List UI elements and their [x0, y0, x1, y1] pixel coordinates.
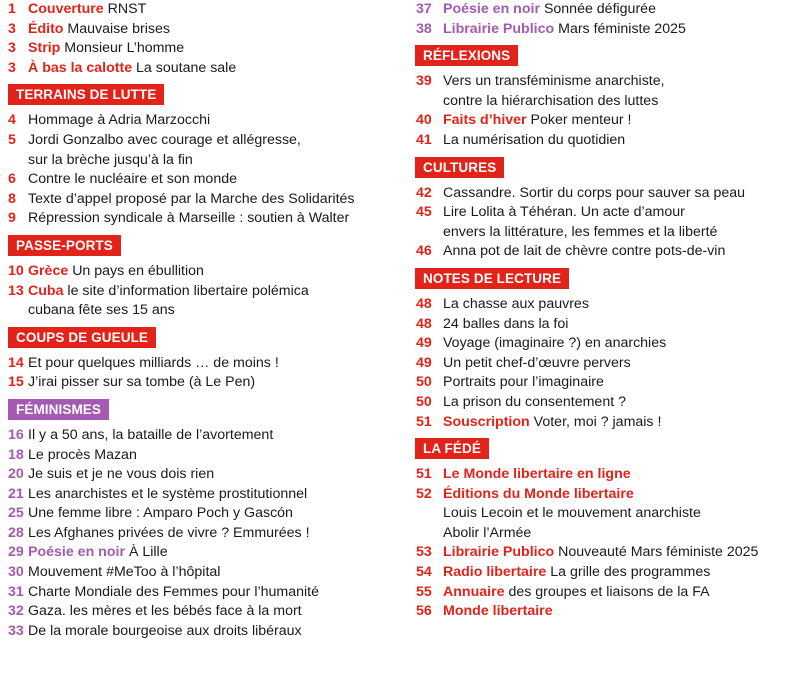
toc-entry	[0, 262, 400, 282]
section-heading: TERRAINS DE LUTTE	[8, 84, 164, 105]
entry-text: 24 balles dans la foi	[443, 315, 569, 332]
rubric-label: Cuba	[28, 282, 64, 299]
toc-entry	[0, 543, 400, 563]
page-number: 50	[416, 393, 432, 410]
page-number: 30	[8, 564, 24, 581]
rubric-label: Souscription	[443, 413, 530, 430]
page-number	[0, 301, 28, 321]
toc-entry	[0, 583, 400, 603]
page-number: 3	[8, 20, 16, 37]
entry-text: Une femme libre : Amparo Poch y Gascón	[28, 505, 293, 522]
entry-title	[28, 583, 400, 603]
toc-entry	[415, 295, 790, 315]
page-number: 53	[416, 544, 432, 561]
toc-entry	[0, 209, 400, 229]
toc-entry	[0, 59, 400, 79]
toc-entry	[415, 92, 790, 112]
toc-entry	[0, 131, 400, 151]
toc-entry	[415, 373, 790, 393]
page-number: 9	[8, 210, 16, 227]
entry-text: Mouvement #MeToo à l’hôpital	[28, 564, 221, 581]
toc-entry	[0, 39, 400, 59]
rubric-label: Édito	[28, 20, 64, 37]
toc-entry	[0, 465, 400, 485]
toc-entry	[415, 111, 790, 131]
entry-title	[28, 465, 400, 485]
toc-entry	[0, 446, 400, 466]
page-number	[415, 92, 443, 112]
toc-entry	[0, 622, 400, 642]
entry-title	[28, 602, 400, 622]
entry-text: J’irai pisser sur sa tombe (à Le Pen)	[28, 374, 256, 391]
entry-title	[443, 334, 790, 354]
toc-entry	[415, 583, 790, 603]
entry-title	[443, 111, 790, 131]
rubric-label: Poésie en noir	[443, 1, 540, 17]
page-number: 8	[8, 190, 16, 207]
entry-title	[28, 446, 400, 466]
entry-title	[28, 170, 400, 190]
page-number: 6	[8, 171, 16, 188]
page-number: 33	[8, 622, 24, 639]
entry-text: des groupes et liaisons de la FA	[508, 583, 710, 600]
entry-text: Un petit chef-d’œuvre pervers	[443, 354, 631, 371]
entry-title	[28, 0, 400, 20]
page-number: 37	[416, 1, 432, 17]
entry-text: La soutane sale	[136, 59, 237, 76]
rubric-label: Faits d’hiver	[443, 112, 527, 129]
rubric-label: Le Monde libertaire en ligne	[443, 466, 631, 483]
entry-text: À Lille	[128, 544, 168, 561]
entry-title	[28, 563, 400, 583]
entry-title	[443, 295, 790, 315]
entry-title	[443, 20, 790, 40]
page-number: 48	[416, 295, 432, 312]
entry-text: cubana fête ses 15 ans	[28, 302, 175, 319]
toc-entry	[0, 170, 400, 190]
entry-title	[28, 504, 400, 524]
entry-title	[28, 131, 400, 151]
toc-entry	[0, 504, 400, 524]
page-number: 48	[416, 315, 432, 332]
entry-title	[443, 543, 790, 563]
entry-title	[28, 209, 400, 229]
entry-text: Répression syndicale à Marseille : soutien à Walter	[28, 210, 350, 227]
toc-entry	[0, 426, 400, 446]
page-number: 10	[8, 262, 24, 279]
page-number	[415, 504, 443, 524]
section-heading: LA FÉDÉ	[415, 438, 489, 459]
page-number: 15	[8, 374, 24, 391]
page-number: 52	[416, 485, 432, 502]
toc-entry	[415, 524, 790, 544]
section-heading: FÉMINISMES	[8, 399, 109, 420]
entry-title	[443, 0, 790, 20]
toc-entry	[0, 301, 400, 321]
entry-text: Mauvaise brises	[67, 20, 170, 37]
page-number: 55	[416, 583, 432, 600]
page-number: 51	[416, 466, 432, 483]
entry-title	[28, 262, 400, 282]
toc-entry	[415, 203, 790, 223]
rubric-label: Radio libertaire	[443, 564, 547, 581]
toc-entry	[415, 485, 790, 505]
entry-text: Cassandre. Sortir du corps pour sauver sa peau	[443, 184, 746, 201]
page-number: 38	[416, 20, 432, 37]
toc-entry	[0, 190, 400, 210]
entry-title	[28, 354, 400, 374]
entry-text: sur la brèche jusqu’à la fin	[28, 151, 193, 168]
rubric-label: Poésie en noir	[28, 544, 125, 561]
entry-title	[443, 583, 790, 603]
rubric-label: À bas la calotte	[28, 59, 133, 76]
entry-text: Le procès Mazan	[28, 446, 137, 463]
section-heading: NOTES DE LECTURE	[415, 268, 569, 289]
entry-text: le site d’information libertaire polémica	[67, 282, 309, 299]
page-number: 13	[8, 282, 24, 299]
toc-entry	[415, 223, 790, 243]
rubric-label: Monde libertaire	[443, 603, 553, 620]
page-number	[415, 524, 443, 544]
toc-entry	[0, 20, 400, 40]
entry-text: Nouveauté Mars féministe 2025	[558, 544, 759, 561]
entry-text: Jordi Gonzalbo avec courage et allégresse,	[28, 131, 301, 148]
page-number: 16	[8, 426, 24, 443]
entry-title	[28, 20, 400, 40]
page-number: 3	[8, 59, 16, 76]
entry-text: Lire Lolita à Téhéran. Un acte d’amour	[443, 204, 685, 221]
toc-entry	[415, 465, 790, 485]
page-number: 1	[8, 1, 16, 17]
entry-title	[443, 413, 790, 433]
toc-entry	[415, 131, 790, 151]
entry-title	[28, 426, 400, 446]
entry-text: Il y a 50 ans, la bataille de l’avortement	[28, 426, 274, 443]
toc-entry	[0, 524, 400, 544]
entry-text: Louis Lecoin et le mouvement anarchiste	[443, 505, 701, 522]
page-number: 31	[8, 583, 24, 600]
page-number: 18	[8, 446, 24, 463]
toc-entry	[0, 602, 400, 622]
toc-entry	[415, 334, 790, 354]
page-number: 20	[8, 466, 24, 483]
entry-title	[443, 602, 790, 622]
entry-text: Les anarchistes et le système prostitutionnel	[28, 485, 308, 502]
entry-text: La prison du consentement ?	[443, 393, 626, 410]
rubric-label: Éditions du Monde libertaire	[443, 485, 634, 502]
entry-text: contre la hiérarchisation des luttes	[443, 92, 659, 109]
entry-text: Portraits pour l’imaginaire	[443, 374, 604, 391]
toc-entry	[0, 354, 400, 374]
toc-entry	[415, 413, 790, 433]
entry-title	[443, 131, 790, 151]
entry-text: La chasse aux pauvres	[443, 295, 589, 312]
entry-title	[443, 184, 790, 204]
page-number: 3	[8, 40, 16, 57]
toc-entry	[0, 373, 400, 393]
rubric-label: Librairie Publico	[443, 20, 555, 37]
entry-title	[28, 190, 400, 210]
entry-title	[28, 39, 400, 59]
page-number: 5	[8, 131, 16, 148]
entry-title	[28, 524, 400, 544]
entry-text: La grille des programmes	[550, 564, 711, 581]
entry-text: Poker menteur !	[530, 112, 632, 129]
page-number: 46	[416, 243, 432, 260]
entry-text: RNST	[107, 1, 147, 17]
entry-text: Voyage (imaginaire ?) en anarchies	[443, 335, 667, 352]
page-number: 49	[416, 354, 432, 371]
entry-title	[28, 59, 400, 79]
entry-text: Charte Mondiale des Femmes pour l’humanité	[28, 583, 319, 600]
entry-title	[443, 485, 790, 505]
toc-entry	[415, 242, 790, 262]
page-number	[0, 151, 28, 171]
entry-title	[443, 203, 790, 223]
toc-entry	[415, 543, 790, 563]
entry-text: Gaza. les mères et les bébés face à la mort	[28, 603, 302, 620]
entry-text: Monsieur L’homme	[64, 40, 185, 57]
entry-text: La numérisation du quotidien	[443, 131, 626, 148]
entry-title	[443, 393, 790, 413]
toc-entry	[0, 485, 400, 505]
entry-text: Sonnée défigurée	[543, 1, 656, 17]
entry-text: Anna pot de lait de chèvre contre pots-de-vin	[443, 243, 726, 260]
page-number: 45	[416, 204, 432, 221]
entry-text: Abolir l’Armée	[443, 524, 532, 541]
toc-entry	[415, 184, 790, 204]
entry-title	[443, 373, 790, 393]
entry-title	[28, 111, 400, 131]
toc-entry	[0, 151, 400, 171]
toc-entry	[415, 20, 790, 40]
section-heading: CULTURES	[415, 157, 504, 178]
page-number: 50	[416, 374, 432, 391]
entry-title	[28, 151, 400, 171]
entry-text: Texte d’appel proposé par la Marche des Solidarités	[28, 190, 355, 207]
entry-title	[443, 563, 790, 583]
entry-title	[28, 301, 400, 321]
page-number: 28	[8, 524, 24, 541]
entry-text: envers la littérature, les femmes et la liberté	[443, 223, 718, 240]
entry-title	[28, 282, 400, 302]
page-number: 21	[8, 485, 24, 502]
entry-title	[443, 354, 790, 374]
section-heading: PASSE-PORTS	[8, 235, 121, 256]
entry-title	[28, 373, 400, 393]
entry-text: Un pays en ébullition	[72, 262, 204, 279]
entry-text: Vers un transféminisme anarchiste,	[443, 73, 665, 90]
entry-title	[28, 485, 400, 505]
entry-text: Je suis et je ne vous dois rien	[28, 466, 215, 483]
page-number: 29	[8, 544, 24, 561]
entry-title	[443, 223, 790, 243]
toc-entry	[0, 0, 400, 20]
toc-entry	[415, 504, 790, 524]
entry-text: Mars féministe 2025	[558, 20, 686, 37]
entry-title	[443, 524, 790, 544]
toc-entry	[415, 602, 790, 622]
page-number: 41	[416, 131, 432, 148]
entry-title	[443, 92, 790, 112]
rubric-label: Librairie Publico	[443, 544, 555, 561]
toc-entry	[0, 282, 400, 302]
entry-title	[443, 504, 790, 524]
toc-entry	[415, 354, 790, 374]
rubric-label: Annuaire	[443, 583, 505, 600]
page-number: 54	[416, 564, 432, 581]
rubric-label: Grèce	[28, 262, 69, 279]
toc-entry	[415, 72, 790, 92]
entry-title	[443, 72, 790, 92]
entry-title	[443, 242, 790, 262]
page-number: 4	[8, 112, 16, 129]
page-number: 40	[416, 112, 432, 129]
page-number: 42	[416, 184, 432, 201]
page-number	[415, 223, 443, 243]
page-number: 14	[8, 354, 24, 371]
section-heading: COUPS DE GUEULE	[8, 327, 156, 348]
entry-title	[28, 622, 400, 642]
toc-entry	[415, 563, 790, 583]
toc-entry	[0, 563, 400, 583]
entry-title	[28, 543, 400, 563]
entry-text: Contre le nucléaire et son monde	[28, 171, 237, 188]
entry-title	[443, 315, 790, 335]
section-heading: RÉFLEXIONS	[415, 45, 518, 66]
page-number: 25	[8, 505, 24, 522]
entry-title	[443, 465, 790, 485]
toc-entry	[0, 111, 400, 131]
page-number: 56	[416, 603, 432, 620]
page-number: 32	[8, 603, 24, 620]
entry-text: Hommage à Adria Marzocchi	[28, 112, 211, 129]
toc-column-right	[415, 0, 790, 622]
entry-text: De la morale bourgeoise aux droits libéraux	[28, 622, 302, 639]
page-number: 39	[416, 73, 432, 90]
toc-entry	[415, 393, 790, 413]
page-number: 49	[416, 335, 432, 352]
toc-entry	[415, 315, 790, 335]
rubric-label: Strip	[28, 40, 61, 57]
entry-text: Voter, moi ? jamais !	[533, 413, 662, 430]
toc-column-left	[0, 0, 400, 641]
entry-text: Et pour quelques milliards … de moins !	[28, 354, 279, 371]
page-number: 51	[416, 413, 432, 430]
rubric-label: Couverture	[28, 1, 104, 17]
toc-entry	[415, 0, 790, 20]
entry-text: Les Afghanes privées de vivre ? Emmurées !	[28, 524, 310, 541]
